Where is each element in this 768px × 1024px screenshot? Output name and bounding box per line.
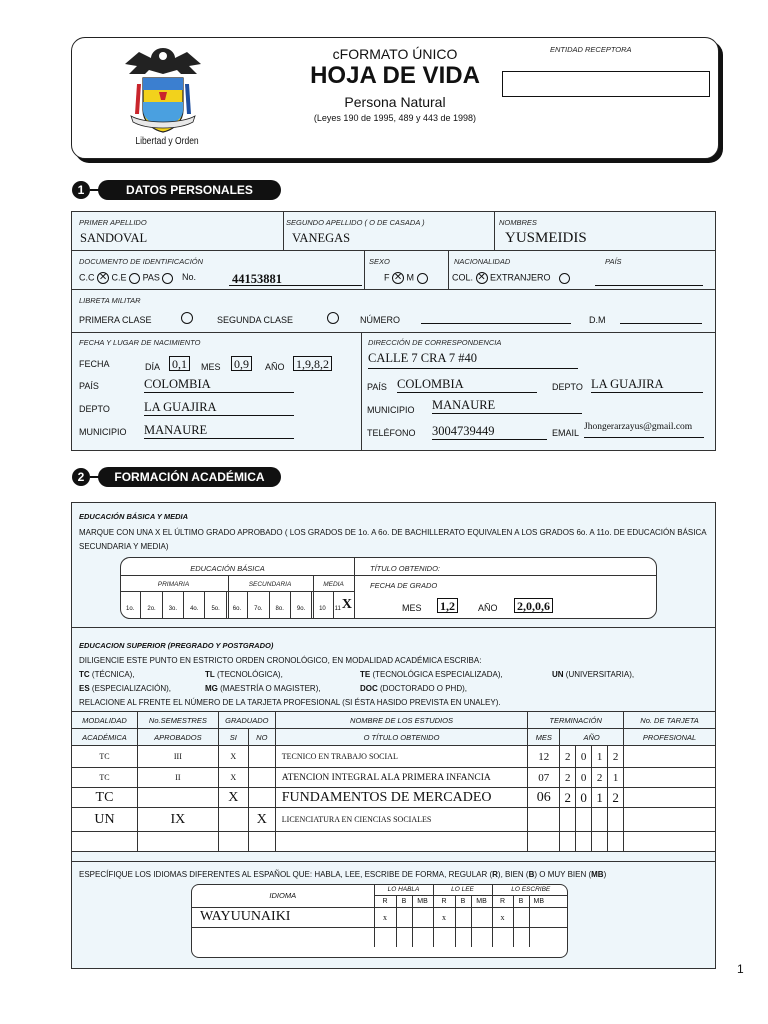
- grade-9[interactable]: 9o.: [291, 592, 312, 618]
- primer-apellido-label: PRIMER APELLIDO: [79, 218, 147, 227]
- col-no: NO: [248, 729, 275, 746]
- code-tc: TC: [79, 670, 90, 679]
- col-tarjeta: No. DE TARJETA: [624, 712, 716, 729]
- doc-pas-radio[interactable]: [162, 273, 173, 284]
- dm-label: D.M: [589, 315, 606, 325]
- doc-pas-label: PAS: [142, 272, 160, 283]
- col-terminacion: TERMINACIÓN: [528, 712, 624, 729]
- segunda-clase-radio[interactable]: [327, 312, 339, 324]
- anio-label: AÑO: [265, 362, 285, 372]
- section-2-title: FORMACIÓN ACADÉMICA: [98, 467, 281, 487]
- idiomas-instructions: ESPECÍFIQUE LOS IDIOMAS DIFERENTES AL ESPAÑOL QUE: HABLA, LEE, ESCRIBE DE FORMA, REGULAR (R), BIEN (B) O MUY BIEN (MB): [79, 870, 607, 879]
- nombres-value[interactable]: YUSMEIDIS: [505, 230, 587, 246]
- segunda-clase-label: SEGUNDA CLASE: [217, 315, 294, 325]
- page-number: 1: [737, 962, 744, 976]
- superior-line-1: DILIGENCIE ESTE PUNTO EN ESTRICTO ORDEN CRONOLÓGICO, EN MODALIDAD ACADÉMICA ESCRIBA:: [79, 656, 482, 665]
- basica-instructions: MARQUE CON UNA X EL ÚLTIMO GRADO APROBADO ( LOS GRADOS DE 1o. A 6o. DE BACHILLERATO EQUIVALEN A LOS GRADOS 6o. A 11o. DE EDUCACIÓN BÁSICA SECUNDARIA Y MEDIA): [79, 528, 707, 551]
- entity-input[interactable]: [502, 71, 710, 97]
- entity-label: ENTIDAD RECEPTORA: [550, 45, 632, 54]
- municipio2-value[interactable]: MANAURE: [432, 398, 582, 414]
- lo-escribe-header: LO ESCRIBE: [492, 885, 568, 895]
- depto2-label: DEPTO: [552, 382, 583, 392]
- grade-1[interactable]: 1o.: [120, 592, 141, 618]
- direccion-label: DIRECCIÓN DE CORRESPONDENCIA: [368, 338, 502, 347]
- coat-of-arms-logo: [115, 44, 211, 144]
- doc-ce-radio[interactable]: [129, 273, 140, 284]
- superior-line-2: TC (TÉCNICA), TL (TECNOLÓGICA), TE (TECNOLÓGICA ESPECIALIZADA), UN (UNIVERSITARIA),: [79, 670, 635, 679]
- dm-field[interactable]: [620, 310, 702, 324]
- edu-basica-label: EDUCACIÓN BÁSICA: [190, 564, 265, 573]
- laws-text: (Leyes 190 de 1995, 489 y 443 de 1998): [313, 113, 477, 123]
- col-nombre: NOMBRE DE LOS ESTUDIOS: [275, 712, 527, 729]
- segundo-apellido-value[interactable]: VANEGAS: [292, 231, 351, 245]
- mes-value[interactable]: 0,9: [231, 356, 252, 371]
- table-row[interactable]: UN IX X LICENCIATURA EN CIENCIAS SOCIALES: [72, 808, 716, 832]
- sexo-f-label: F: [384, 272, 390, 283]
- code-mg: MG: [205, 684, 218, 693]
- pais2-label: PAÍS: [367, 382, 387, 392]
- anio-value[interactable]: 1,9,8,2: [293, 356, 332, 371]
- nac-ext-label: EXTRANJERO: [490, 272, 551, 283]
- nac-ext-radio[interactable]: [559, 273, 570, 284]
- superior-line-4: RELACIONE AL FRENTE EL NÚMERO DE LA TARJETA PROFESIONAL (SI ÉSTA HASIDO PREVISTA EN UNALEY).: [79, 698, 501, 707]
- col-mes: MES: [528, 729, 560, 746]
- direccion-value[interactable]: CALLE 7 CRA 7 #40: [368, 351, 578, 369]
- documento-label: DOCUMENTO DE IDENTIFICACIÓN: [79, 257, 204, 266]
- col-semestres: No.SEMESTRES: [137, 712, 218, 729]
- superior-table: [71, 711, 716, 852]
- doc-no-label: No.: [181, 272, 196, 283]
- basica-title: EDUCACIÓN BÁSICA Y MEDIA: [79, 512, 189, 521]
- sexo-f-radio-checked[interactable]: ✕: [393, 272, 403, 283]
- fecha-label: FECHA: [79, 359, 110, 369]
- code-es: ES: [79, 684, 90, 693]
- grado-mes-value[interactable]: 1,2: [437, 598, 458, 613]
- doc-type-options: [79, 272, 196, 284]
- depto-label: DEPTO: [79, 404, 110, 414]
- col-aprobados: APROBADOS: [137, 729, 218, 746]
- telefono-value[interactable]: 3004739449: [432, 424, 547, 440]
- idioma-row[interactable]: WAYUUNAIKI x x x: [192, 907, 568, 927]
- municipio-value[interactable]: MANAURE: [144, 423, 294, 439]
- libreta-numero-field[interactable]: [421, 310, 571, 324]
- grade-3[interactable]: 3o.: [163, 592, 184, 618]
- doc-number-field[interactable]: [229, 270, 362, 286]
- segundo-apellido-label: SEGUNDO APELLIDO ( O DE CASADA ): [286, 218, 425, 227]
- grade-7[interactable]: 7o.: [248, 592, 269, 618]
- fecha-grado-label: FECHA DE GRADO: [370, 581, 438, 590]
- table-row[interactable]: TC III X TECNICO EN TRABAJO SOCIAL 12 2 0 1 2: [72, 746, 716, 768]
- nacionalidad-label: NACIONALIDAD: [454, 257, 511, 266]
- idioma-value: WAYUUNAIKI: [192, 907, 374, 927]
- col-profesional: PROFESIONAL: [624, 729, 716, 746]
- grade-11-label: 11: [334, 606, 341, 612]
- primera-clase-label: PRIMERA CLASE: [79, 315, 152, 325]
- doc-cc-label: C.C: [79, 272, 95, 283]
- lo-lee-header: LO LEE: [433, 885, 492, 895]
- email-label: EMAIL: [552, 428, 580, 438]
- nacionalidad-options: [452, 272, 570, 284]
- primer-apellido-value[interactable]: SANDOVAL: [80, 231, 148, 245]
- sexo-options: [384, 272, 428, 284]
- doc-ce-label: C.E: [111, 272, 127, 283]
- depto2-value[interactable]: LA GUAJIRA: [591, 377, 703, 393]
- idiomas-box: [191, 884, 568, 958]
- form-subtitle: Persona Natural: [344, 94, 446, 110]
- grado-anio-label: AÑO: [478, 603, 498, 613]
- media-label: MEDIA: [323, 581, 344, 588]
- table-row[interactable]: [72, 832, 716, 852]
- grado-anio-value[interactable]: 2,0,0,6: [514, 598, 553, 613]
- grado-mes-label: MES: [402, 603, 422, 613]
- section-1-number: 1: [72, 181, 90, 199]
- numero-label: NÚMERO: [360, 315, 400, 325]
- nacimiento-label: FECHA Y LUGAR DE NACIMIENTO: [79, 338, 201, 347]
- form-title-small: cFORMATO ÚNICO: [332, 46, 458, 62]
- doc-cc-radio-checked[interactable]: ✕: [98, 272, 108, 283]
- logo-caption: Libertad y Orden: [135, 136, 199, 147]
- grade-10[interactable]: 10: [312, 592, 333, 618]
- grade-6[interactable]: 6o.: [227, 592, 248, 618]
- col-titulo: O TÍTULO OBTENIDO: [275, 729, 527, 746]
- email-value[interactable]: Jhongerarzayus@gmail.com: [584, 422, 704, 438]
- idioma-row[interactable]: [192, 927, 568, 947]
- superior-title: EDUCACION SUPERIOR (PREGRADO Y POSTGRADO): [79, 641, 274, 650]
- grade-8[interactable]: 8o.: [270, 592, 291, 618]
- depto-value[interactable]: LA GUAJIRA: [144, 400, 294, 416]
- pais-label: PAÍS: [79, 381, 99, 391]
- col-si: SI: [218, 729, 248, 746]
- idioma-header: IDIOMA: [192, 885, 374, 907]
- section-1-title: DATOS PERSONALES: [98, 180, 281, 200]
- municipio-label: MUNICIPIO: [79, 427, 127, 437]
- doc-number-value: 44153881: [232, 272, 282, 286]
- primera-clase-radio[interactable]: [181, 312, 193, 324]
- nac-pais-field[interactable]: [595, 270, 703, 286]
- primaria-label: PRIMARIA: [157, 581, 190, 588]
- telefono-label: TELÉFONO: [367, 428, 416, 438]
- code-te: TE: [360, 670, 371, 679]
- sexo-m-label: M: [406, 272, 415, 283]
- grades-row: [120, 592, 354, 618]
- grade-4[interactable]: 4o.: [184, 592, 205, 618]
- nac-col-label: COL.: [452, 272, 474, 283]
- idiomas-table: IDIOMA LO HABLA LO LEE LO ESCRIBE R B MB R B MB R B MB WAYUUNAIKI x x x: [192, 885, 568, 947]
- nac-col-radio-checked[interactable]: ✕: [477, 272, 486, 283]
- superior-line-3: ES (ESPECIALIZACIÓN), MG (MAESTRÍA O MAGISTER), DOC (DOCTORADO O PHD),: [79, 684, 467, 693]
- table-row[interactable]: TC II X ATENCION INTEGRAL ALA PRIMERA INFANCIA 07 2 0 2 1: [72, 768, 716, 788]
- municipio2-label: MUNICIPIO: [367, 405, 415, 415]
- table-row[interactable]: TC X FUNDAMENTOS DE MERCADEO 06 2 0 1 2: [72, 788, 716, 808]
- sexo-m-radio[interactable]: [417, 273, 428, 284]
- code-un: UN: [552, 670, 564, 679]
- dia-value[interactable]: 0,1: [169, 356, 190, 371]
- secundaria-label: SECUNDARIA: [248, 581, 292, 588]
- pais-label-top: PAÍS: [605, 257, 622, 266]
- titulo-obtenido-label: TÍTULO OBTENIDO:: [370, 564, 441, 573]
- pais2-value[interactable]: COLOMBIA: [397, 377, 537, 393]
- col-graduado: GRADUADO: [218, 712, 275, 729]
- grade-11[interactable]: [334, 592, 354, 618]
- lo-habla-header: LO HABLA: [374, 885, 433, 895]
- nombres-label: NOMBRES: [499, 218, 537, 227]
- grade-2[interactable]: 2o.: [141, 592, 162, 618]
- code-tl: TL: [205, 670, 215, 679]
- col-anio: AÑO: [560, 729, 624, 746]
- grade-11-mark: X: [341, 597, 352, 612]
- mes-label: MES: [201, 362, 221, 372]
- col-modalidad: MODALIDAD: [72, 712, 138, 729]
- form-title: HOJA DE VIDA: [310, 62, 480, 89]
- dia-label: DÍA: [145, 362, 161, 372]
- libreta-label: LIBRETA MILITAR: [79, 296, 141, 305]
- col-academica: ACADÉMICA: [72, 729, 138, 746]
- section-2-number: 2: [72, 468, 90, 486]
- sexo-label: SEXO: [369, 257, 390, 266]
- code-doc: DOC: [360, 684, 378, 693]
- grade-5[interactable]: 5o.: [205, 592, 226, 618]
- pais-value[interactable]: COLOMBIA: [144, 377, 294, 393]
